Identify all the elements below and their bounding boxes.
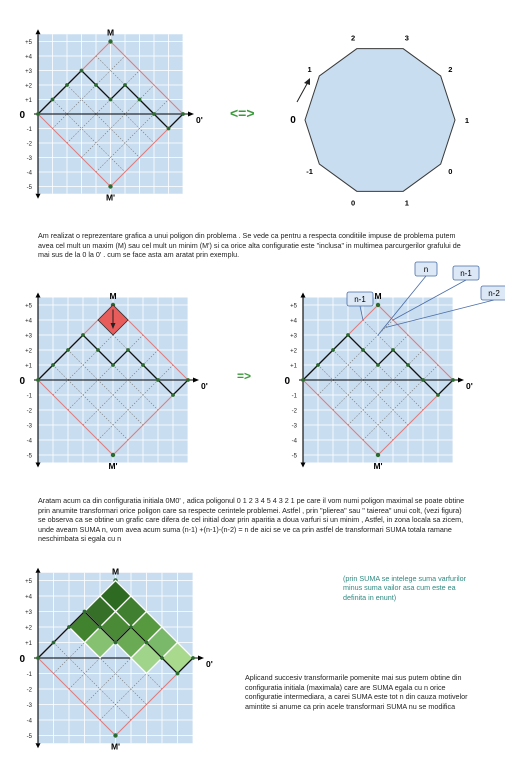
- y-tick-label: -5: [291, 453, 297, 460]
- path-vertex: [181, 112, 185, 116]
- path-vertex: [391, 348, 395, 352]
- y-tick-label: -2: [26, 408, 32, 415]
- y-tick-label: +2: [290, 348, 297, 355]
- label-m: M: [111, 566, 120, 577]
- y-tick-label: -4: [26, 170, 32, 177]
- label-m-prime: M': [373, 461, 383, 471]
- y-tick-label: +4: [25, 318, 32, 325]
- min-point: [113, 733, 117, 737]
- equivalence-symbol: <=>: [230, 105, 255, 121]
- lattice-diagram-after-cut: [255, 252, 505, 472]
- max-point: [376, 303, 380, 307]
- path-vertex: [171, 393, 175, 397]
- decagon-polygon: [285, 30, 475, 210]
- y-tick-label: -1: [26, 393, 32, 400]
- max-point: [108, 39, 112, 43]
- path-vertex: [141, 363, 145, 367]
- axis-arrow-down: [36, 463, 41, 468]
- axis-arrow-right: [458, 378, 464, 383]
- min-point: [108, 184, 112, 188]
- path-vertex: [406, 363, 410, 367]
- decagon-vertex-label: 0: [448, 167, 453, 177]
- paragraph-transformation: Aratam acum ca din configuratia initiala 0M0' , adica poligonul 0 1 2 3 4 5 4 3 2 1 pe care il vom numi poligon maximal se poate obtine prin anumite transformari orice poligon care sa respecte cerintele problemei. Astfel , prin "plierea" sau " taierea" unui colt, (vezi figura) se observa ca se obtine un grafic care difera de cel initial doar prin aparitia a doua varfuri si un minim , Astfel, in zona locala sa zicem, unde aveam SUMA n, vom avea acum suma (n-1) +(n-1)-(n-2) = n de aici se ve ca prin astfel de transformari SUMA totala ramane neschimbata si egala cu n: [38, 496, 465, 544]
- label-zero: 0: [19, 376, 25, 387]
- callout-label: n-2: [488, 289, 500, 298]
- path-vertex: [111, 363, 115, 367]
- path-vertex: [152, 112, 156, 116]
- label-m-prime: M': [108, 461, 118, 471]
- y-tick-label: +4: [25, 594, 32, 601]
- decagon-vertex-label: 0: [290, 115, 296, 126]
- path-vertex: [145, 641, 149, 645]
- y-tick-label: +3: [290, 333, 297, 340]
- arrow-symbol: =>: [237, 369, 252, 383]
- lattice-diagram-successive-cuts: [0, 553, 230, 763]
- axis-arrow-up: [301, 293, 306, 298]
- path-vertex: [123, 83, 127, 87]
- path-vertex: [83, 610, 87, 614]
- y-tick-label: +1: [25, 641, 32, 647]
- path-vertex: [186, 378, 190, 382]
- y-tick-label: -3: [26, 423, 32, 430]
- callout-label: n-1: [460, 269, 472, 278]
- direction-arrow-head: [304, 78, 310, 85]
- path-vertex: [176, 672, 180, 676]
- y-tick-label: +3: [25, 69, 32, 75]
- y-tick-label: -5: [26, 453, 32, 460]
- axis-arrow-up: [36, 29, 41, 34]
- path-vertex: [80, 69, 84, 73]
- y-tick-label: -1: [26, 127, 32, 133]
- y-tick-label: +4: [290, 318, 297, 325]
- paragraph-conclusion: Aplicand succesiv transformarile pomenite mai sus putem obtine din configuratia initiala (maximala) care are SUMA egala cu n orice configuratie intermediara, a carei SUMA este tot n din cauza motivelor amintite si anume ca prin acele transformari SUMA nu se modifica: [245, 673, 468, 711]
- y-tick-label: -4: [26, 438, 32, 445]
- callout-label: n-1: [354, 295, 366, 304]
- path-vertex: [66, 348, 70, 352]
- path-vertex: [67, 625, 71, 629]
- y-tick-label: -2: [291, 408, 297, 415]
- y-tick-label: +5: [25, 579, 32, 585]
- y-tick-label: -2: [26, 141, 32, 148]
- label-m-prime: M': [110, 741, 121, 752]
- y-tick-label: +5: [25, 303, 32, 310]
- path-vertex: [301, 378, 305, 382]
- lattice-diagram-cut-corner: [0, 290, 230, 470]
- axis-arrow-right: [193, 378, 199, 383]
- decagon-vertex-label: 1: [307, 64, 312, 74]
- path-vertex: [36, 656, 40, 660]
- axis-arrow-right: [198, 656, 204, 661]
- y-tick-label: -5: [26, 185, 32, 191]
- lattice-diagram-maximal: [0, 27, 230, 210]
- decagon-vertex-label: 0: [351, 198, 356, 208]
- y-tick-label: -4: [291, 438, 297, 445]
- y-tick-label: +2: [25, 348, 32, 355]
- path-vertex: [191, 656, 195, 660]
- y-tick-label: -2: [26, 687, 32, 694]
- decagon-vertex-label: 2: [448, 64, 453, 74]
- y-tick-label: -3: [26, 703, 32, 709]
- decagon-shape: [305, 49, 455, 192]
- path-vertex: [167, 127, 171, 131]
- y-tick-label: -1: [26, 672, 32, 678]
- label-m: M: [106, 27, 115, 38]
- decagon-vertex-label: 1: [404, 198, 409, 208]
- label-zero: 0: [19, 654, 25, 665]
- y-tick-label: +2: [25, 83, 32, 90]
- path-vertex: [98, 625, 102, 629]
- label-zero-prime: 0': [201, 381, 208, 391]
- decagon-vertex-label: 1: [464, 116, 470, 125]
- path-vertex: [36, 112, 40, 116]
- suma-definition-note: (prin SUMA se intelege suma varfurilor minus suma vailor asa cum este ea definita in enunt): [343, 574, 467, 602]
- path-vertex: [96, 348, 100, 352]
- path-vertex: [160, 656, 164, 660]
- path-vertex: [94, 83, 98, 87]
- decagon-vertex-label: 3: [404, 33, 409, 43]
- axis-arrow-down: [36, 743, 41, 748]
- y-tick-label: +1: [25, 363, 32, 370]
- path-vertex: [65, 83, 69, 87]
- label-m-prime: M': [105, 192, 116, 203]
- paragraph-intro: Am realizat o reprezentare grafica a unui poligon din problema . Se vede ca pentru a respecta conditiile impuse de problema putem avea cel mult un maxim (M) sau cel mult un minim (M') si ca orice alta configuratie este "inclusa" in multimea parcurgerilor grafului de mai sus de la 0 la 0' . cum se face asta am aratat prin exemplu.: [38, 231, 461, 260]
- label-zero-prime: 0': [196, 115, 203, 125]
- axis-arrow-down: [36, 194, 41, 199]
- path-vertex: [421, 378, 425, 382]
- path-vertex: [81, 333, 85, 337]
- label-zero-prime: 0': [206, 659, 213, 669]
- min-point: [111, 453, 115, 457]
- path-vertex: [436, 393, 440, 397]
- path-vertex: [331, 348, 335, 352]
- label-zero-prime: 0': [466, 381, 473, 391]
- path-vertex: [52, 641, 56, 645]
- label-zero: 0: [284, 376, 290, 387]
- path-vertex: [376, 363, 380, 367]
- label-m: M: [374, 291, 382, 301]
- path-vertex: [451, 378, 455, 382]
- path-vertex: [51, 363, 55, 367]
- y-tick-label: +5: [290, 303, 297, 310]
- axis-arrow-right: [188, 112, 194, 117]
- y-tick-label: -3: [26, 156, 32, 162]
- y-tick-label: +1: [25, 98, 32, 104]
- path-vertex: [316, 363, 320, 367]
- path-vertex: [156, 378, 160, 382]
- path-vertex: [126, 348, 130, 352]
- axis-arrow-up: [36, 293, 41, 298]
- y-tick-label: +3: [25, 610, 32, 616]
- y-tick-label: -5: [26, 734, 32, 740]
- path-vertex: [114, 641, 118, 645]
- label-zero: 0: [19, 110, 25, 121]
- y-tick-label: +1: [290, 363, 297, 370]
- y-tick-label: +5: [25, 40, 32, 46]
- callout-label: n: [423, 265, 429, 274]
- path-vertex: [51, 98, 55, 102]
- decagon-vertex-label: 2: [351, 33, 356, 43]
- y-tick-label: +4: [25, 54, 32, 61]
- path-vertex: [346, 333, 350, 337]
- y-tick-label: -3: [291, 423, 297, 430]
- y-tick-label: +2: [25, 625, 32, 632]
- path-vertex: [138, 98, 142, 102]
- path-vertex: [361, 348, 365, 352]
- y-tick-label: +3: [25, 333, 32, 340]
- decagon-vertex-label: -1: [306, 167, 313, 177]
- y-tick-label: -4: [26, 718, 32, 725]
- path-vertex: [109, 98, 113, 102]
- path-vertex: [129, 625, 133, 629]
- path-vertex: [36, 378, 40, 382]
- axis-arrow-up: [36, 568, 41, 573]
- direction-arrow: [297, 82, 308, 102]
- label-m: M: [109, 291, 117, 301]
- y-tick-label: -1: [291, 393, 297, 400]
- min-point: [376, 453, 380, 457]
- axis-arrow-down: [301, 463, 306, 468]
